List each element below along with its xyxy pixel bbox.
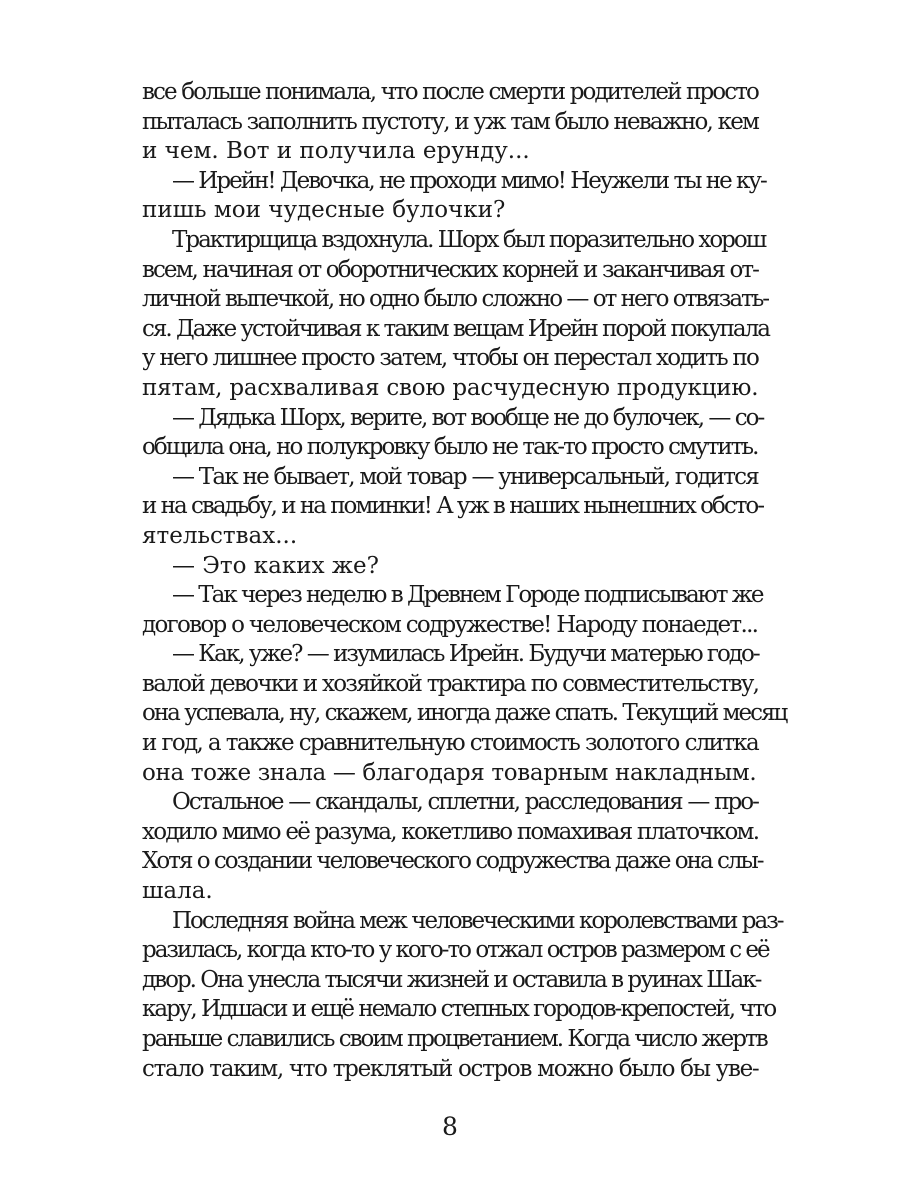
text-line: Трактирщица вздохнула. Шорх был поразительно хорош bbox=[172, 226, 766, 253]
text-line: и год, а также сравнительную стоимость золотого слитка bbox=[142, 730, 758, 757]
text-line: она успевала, ну, скажем, иногда даже спать. Текущий месяц bbox=[142, 700, 787, 727]
text-line: стало таким, что треклятый остров можно было бы уве- bbox=[142, 1055, 759, 1082]
text-line: пишь мои чудесные булочки? bbox=[142, 197, 506, 224]
body-text bbox=[142, 78, 787, 1084]
text-line: — Так через неделю в Древнем Городе подписывают же bbox=[172, 582, 763, 609]
text-line: Хотя о создании человеческого содружества даже она слы- bbox=[142, 848, 763, 875]
text-line: шала. bbox=[142, 878, 213, 905]
text-line: у него лишнее просто затем, чтобы он перестал ходить по bbox=[142, 345, 758, 372]
text-line: она тоже знала — благодаря товарным накладным. bbox=[142, 759, 757, 786]
text-line: пятам, расхваливая свою расчудесную продукцию. bbox=[142, 374, 759, 401]
text-line: все больше понимала, что после смерти родителей просто bbox=[142, 79, 758, 105]
text-line: личной выпечкой, но одно было сложно — от него отвязать- bbox=[142, 286, 769, 313]
page-number: 8 bbox=[442, 1112, 458, 1141]
text-line: ся. Даже устойчивая к таким вещам Ирейн порой покупала bbox=[142, 315, 769, 342]
text-line: общила она, но полукровку было не так-то просто смутить. bbox=[142, 434, 758, 461]
text-line: — Так не бывает, мой товар — универсальный, годится bbox=[172, 463, 759, 490]
text-line: — Ирейн! Девочка, не проходи мимо! Неужели ты не ку- bbox=[172, 167, 766, 194]
text-line: — Как, уже? — изумилась Ирейн. Будучи матерью годо- bbox=[172, 641, 759, 668]
text-line: ходило мимо её разума, кокетливо помахивая платочком. bbox=[142, 818, 759, 845]
text-line: Последняя война меж человеческими королевствами раз- bbox=[172, 907, 783, 934]
text-line: раньше славились своим процветанием. Когда число жертв bbox=[142, 1026, 767, 1052]
text-line: кару, Идшаси и ещё немало степных городов-крепостей, что bbox=[142, 996, 776, 1023]
text-line: двор. Она унесла тысячи жизней и оставила в руинах Шак- bbox=[142, 966, 761, 993]
text-line: Остальное — скандалы, сплетни, расследования — про- bbox=[172, 789, 758, 816]
text-line: ятельствах... bbox=[142, 522, 298, 549]
text-line: — Дядька Шорх, верите, вот вообще не до булочек, — со- bbox=[172, 404, 764, 431]
text-line: всем, начиная от оборотнических корней и заканчивая от- bbox=[142, 256, 758, 283]
text-line: разилась, когда кто-то у кого-то отжал остров размером с её bbox=[142, 937, 769, 964]
text-line: договор о человеческом содружестве! Народу понаедет... bbox=[142, 611, 758, 638]
text-line: валой девочки и хозяйкой трактира по совместительству, bbox=[142, 670, 759, 697]
text-line: и чем. Вот и получила ерунду... bbox=[142, 138, 530, 165]
text-line: — Это каких же? bbox=[172, 552, 379, 579]
text-line: пыталась заполнить пустоту, и уж там было неважно, кем bbox=[142, 108, 758, 135]
text-line: и на свадьбу, и на поминки! А уж в наших нынешних обсто- bbox=[142, 493, 764, 520]
